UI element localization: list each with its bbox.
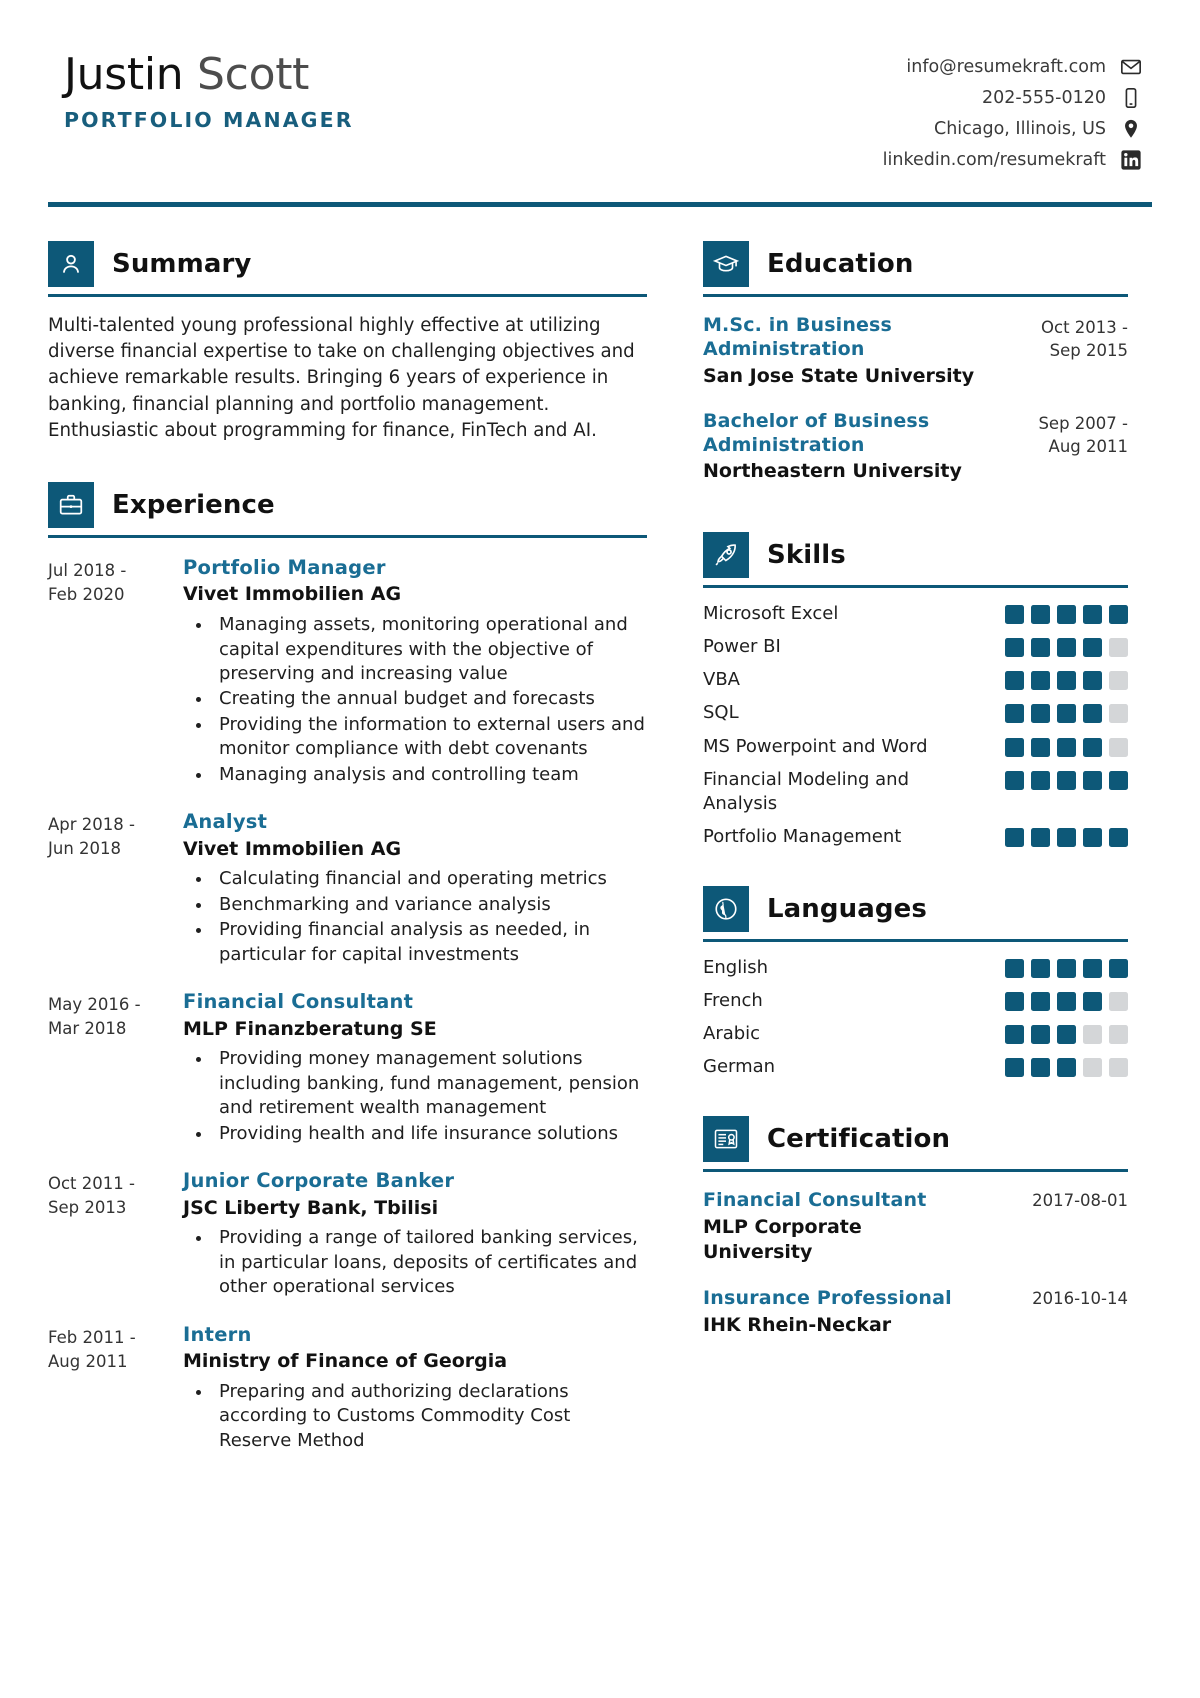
phone-text: 202-555-0120 (982, 88, 1106, 108)
section-education (703, 241, 1128, 484)
skills-header (703, 532, 1128, 578)
resume-body (48, 207, 1152, 1476)
skill-rating-box (1005, 738, 1024, 757)
languages-header (703, 886, 1128, 932)
experience-role: Junior Corporate Banker (183, 1169, 455, 1193)
last-name: Scott (197, 49, 310, 100)
experience-details (183, 810, 647, 968)
skill-rating-box (1109, 638, 1128, 657)
language-rating-box (1031, 1025, 1050, 1044)
section-summary (48, 241, 647, 444)
contact-row-phone[interactable] (883, 87, 1142, 109)
left-column (48, 241, 673, 1476)
skill-label: Microsoft Excel (703, 603, 839, 625)
skill-rating (1005, 668, 1128, 690)
skill-label: Power BI (703, 636, 781, 658)
spacer (703, 504, 1128, 532)
experience-bullet: • Providing the information to external users and monitor compliance with debt covenants (213, 713, 647, 762)
skill-row (703, 701, 1128, 725)
skill-rating-box (1109, 828, 1128, 847)
skill-rating-box (1005, 671, 1024, 690)
certification-title: Certification (767, 1124, 951, 1155)
education-dates: Oct 2013 - Sep 2015 (1041, 318, 1128, 361)
experience-details (183, 1169, 647, 1300)
skill-rating-box (1083, 738, 1102, 757)
education-dates: Sep 2007 - Aug 2011 (1038, 413, 1128, 456)
skill-rating-box (1057, 671, 1076, 690)
identity-block (64, 46, 354, 132)
skill-row (703, 635, 1128, 659)
experience-dates: Apr 2018 - Jun 2018 (48, 815, 135, 859)
skill-row (703, 668, 1128, 692)
experience-bullet: • Managing assets, monitoring operational and capital expenditures with the objective of preserving and increasing value (213, 613, 647, 686)
skill-rating-box (1057, 738, 1076, 757)
certification-divider (703, 1169, 1128, 1172)
education-degree: M.Sc. in Business Administration (703, 314, 892, 361)
language-rating (1005, 956, 1128, 978)
skill-rating (1005, 635, 1128, 657)
language-rating-box (1109, 959, 1128, 978)
education-list (703, 313, 1128, 484)
skills-divider (703, 585, 1128, 588)
skill-rating-box (1083, 704, 1102, 723)
experience-bullet: • Providing health and life insurance solutions (213, 1122, 647, 1146)
language-rating-box (1083, 1025, 1102, 1044)
skill-rating-box (1083, 671, 1102, 690)
experience-company: Vivet Immobilien AG (183, 583, 402, 606)
experience-item (48, 1169, 647, 1300)
language-label: German (703, 1056, 776, 1078)
experience-bullet: • Preparing and authorizing declarations according to Customs Commodity Cost Reserve Method (213, 1380, 647, 1453)
languages-list (703, 956, 1128, 1079)
experience-item (48, 990, 647, 1147)
skill-row (703, 768, 1128, 816)
briefcase-icon (48, 482, 94, 528)
experience-bullets (183, 613, 647, 787)
email-text: info@resumekraft.com (906, 57, 1106, 77)
experience-details (183, 1323, 647, 1454)
globe-icon (703, 886, 749, 932)
languages-title: Languages (767, 893, 927, 924)
certification-name: Financial Consultant (703, 1189, 927, 1212)
experience-bullets (183, 1047, 647, 1146)
summary-text: Multi-talented young professional highly effective at utilizing diverse financial expertise to take on challenging objectives and achieve remarkable results. Bringing 6 years of experience in banking, financial planning and portfolio management. Enthusiastic about programming for finance, FinTech and AI. (48, 315, 635, 441)
contact-row-location[interactable] (883, 118, 1142, 140)
spacer (703, 858, 1128, 886)
section-certification (703, 1116, 1128, 1337)
language-rating-box (1057, 959, 1076, 978)
skills-list (703, 602, 1128, 849)
certification-top-row (703, 1188, 1128, 1213)
linkedin-text: linkedin.com/resumekraft (882, 150, 1106, 170)
education-school: San Jose State University (703, 364, 975, 387)
experience-dates: Oct 2011 - Sep 2013 (48, 1174, 135, 1218)
education-title: Education (767, 249, 914, 279)
language-rating-box (1109, 992, 1128, 1011)
experience-item (48, 810, 647, 968)
spacer (703, 1088, 1128, 1116)
experience-company: JSC Liberty Bank, Tbilisi (183, 1196, 439, 1219)
person-icon (48, 241, 94, 287)
skill-rating-box (1031, 671, 1050, 690)
language-rating-box (1031, 959, 1050, 978)
right-column (673, 241, 1128, 1476)
experience-role: Analyst (183, 810, 268, 834)
language-rating-box (1005, 1058, 1024, 1077)
skill-rating-box (1005, 771, 1024, 790)
certification-top-row (703, 1286, 1128, 1311)
experience-item (48, 556, 647, 788)
skill-rating-box (1109, 671, 1128, 690)
experience-bullet: • Managing analysis and controlling team (213, 763, 647, 787)
skill-rating-box (1057, 771, 1076, 790)
experience-company: MLP Finanzberatung SE (183, 1017, 437, 1040)
language-rating-box (1083, 959, 1102, 978)
experience-bullet: • Providing a range of tailored banking services, in particular loans, deposits of certificates and other operational services (213, 1226, 647, 1299)
experience-dates: May 2016 - Mar 2018 (48, 995, 141, 1039)
skill-rating-box (1031, 738, 1050, 757)
contact-block (883, 46, 1142, 180)
certification-date: 2016-10-14 (1032, 1289, 1128, 1309)
job-title: PORTFOLIO MANAGER (64, 107, 354, 132)
skill-row (703, 735, 1128, 759)
education-degree: Bachelor of Business Administration (703, 409, 930, 456)
skill-rating-box (1083, 605, 1102, 624)
skill-rating-box (1031, 704, 1050, 723)
language-rating-box (1031, 992, 1050, 1011)
certification-list (703, 1188, 1128, 1337)
language-rating-box (1005, 992, 1024, 1011)
language-rating-box (1005, 1025, 1024, 1044)
experience-bullet: • Providing financial analysis as needed, in particular for capital investments (213, 918, 647, 967)
language-rating-box (1057, 992, 1076, 1011)
experience-dates: Feb 2011 - Aug 2011 (48, 1327, 136, 1371)
language-row (703, 1055, 1128, 1079)
experience-bullet: • Benchmarking and variance analysis (213, 893, 647, 917)
language-rating (1005, 1055, 1128, 1077)
experience-title: Experience (112, 490, 275, 521)
summary-title: Summary (112, 249, 252, 279)
certificate-icon (703, 1116, 749, 1162)
skill-rating (1005, 768, 1128, 790)
full-name (64, 49, 354, 100)
language-rating-box (1109, 1058, 1128, 1077)
skill-rating (1005, 602, 1128, 624)
skill-rating-box (1005, 828, 1024, 847)
skill-rating-box (1083, 828, 1102, 847)
education-top-row (703, 409, 1128, 459)
location-text: Chicago, Illinois, US (933, 119, 1106, 139)
skill-rating-box (1109, 605, 1128, 624)
language-label: French (703, 990, 763, 1012)
mobile-phone-icon (1120, 87, 1142, 109)
skill-rating-box (1109, 738, 1128, 757)
skill-rating-box (1083, 638, 1102, 657)
experience-bullet: • Calculating financial and operating metrics (213, 867, 647, 891)
language-label: Arabic (703, 1023, 761, 1045)
education-item (703, 313, 1128, 389)
language-rating (1005, 989, 1128, 1011)
language-rating-box (1083, 992, 1102, 1011)
experience-bullet: • Creating the annual budget and forecasts (213, 687, 647, 711)
education-school: Northeastern University (703, 460, 962, 483)
education-header (703, 241, 1128, 287)
skill-rating (1005, 735, 1128, 757)
experience-company: Vivet Immobilien AG (183, 837, 402, 860)
spacer (48, 448, 647, 482)
language-row (703, 956, 1128, 980)
skill-rating (1005, 825, 1128, 847)
skill-rating-box (1031, 605, 1050, 624)
experience-company: Ministry of Finance of Georgia (183, 1350, 508, 1373)
certification-name: Insurance Professional (703, 1287, 952, 1310)
language-rating-box (1109, 1025, 1128, 1044)
experience-role: Financial Consultant (183, 990, 414, 1014)
experience-role: Intern (183, 1322, 252, 1346)
section-languages (703, 886, 1128, 1079)
certification-org: MLP Corporate University (703, 1216, 862, 1263)
linkedin-icon (1120, 149, 1142, 171)
language-rating-box (1083, 1058, 1102, 1077)
skill-rating-box (1057, 704, 1076, 723)
skill-rating-box (1031, 828, 1050, 847)
experience-details (183, 556, 647, 788)
language-rating-box (1005, 959, 1024, 978)
skill-rating-box (1005, 704, 1024, 723)
summary-divider (48, 294, 647, 297)
languages-divider (703, 939, 1128, 942)
skill-rating-box (1031, 771, 1050, 790)
education-item (703, 409, 1128, 485)
skill-rating-box (1005, 605, 1024, 624)
first-name: Justin (64, 49, 184, 100)
section-skills (703, 532, 1128, 849)
graduation-cap-icon (703, 241, 749, 287)
section-experience (48, 482, 647, 1454)
skill-label: SQL (703, 702, 739, 724)
experience-bullet: • Providing money management solutions including banking, fund management, pension and retirement wealth management (213, 1047, 647, 1120)
location-pin-icon (1120, 118, 1142, 140)
skills-title: Skills (767, 540, 846, 571)
summary-header (48, 241, 647, 287)
skill-rating-box (1005, 638, 1024, 657)
education-divider (703, 294, 1128, 297)
experience-role: Portfolio Manager (183, 556, 386, 580)
language-rating-box (1057, 1058, 1076, 1077)
resume-header (48, 38, 1152, 180)
skill-rating-box (1057, 638, 1076, 657)
skill-rating-box (1057, 605, 1076, 624)
language-row (703, 989, 1128, 1013)
contact-row-linkedin[interactable] (883, 149, 1142, 171)
language-row (703, 1022, 1128, 1046)
experience-bullets (183, 1380, 647, 1453)
certification-org: IHK Rhein-Neckar (703, 1314, 892, 1337)
certification-header (703, 1116, 1128, 1162)
skill-rating-box (1031, 638, 1050, 657)
experience-list (48, 556, 647, 1454)
skill-row (703, 602, 1128, 626)
experience-details (183, 990, 647, 1147)
skill-rating (1005, 701, 1128, 723)
envelope-icon (1120, 56, 1142, 78)
language-rating-box (1031, 1058, 1050, 1077)
language-rating (1005, 1022, 1128, 1044)
education-top-row (703, 313, 1128, 363)
experience-item (48, 1323, 647, 1454)
certification-item (703, 1188, 1128, 1264)
skill-row (703, 825, 1128, 849)
skill-rating-box (1109, 704, 1128, 723)
language-label: English (703, 956, 768, 978)
language-rating-box (1057, 1025, 1076, 1044)
experience-header (48, 482, 647, 528)
skill-label: VBA (703, 669, 740, 691)
certification-item (703, 1286, 1128, 1337)
skill-label: Financial Modeling and Analysis (703, 768, 910, 814)
experience-dates: Jul 2018 - Feb 2020 (48, 561, 127, 604)
contact-row-email[interactable] (883, 56, 1142, 78)
skill-rating-box (1109, 771, 1128, 790)
rocket-icon (703, 532, 749, 578)
certification-date: 2017-08-01 (1032, 1191, 1128, 1211)
skill-rating-box (1083, 771, 1102, 790)
skill-label: MS Powerpoint and Word (703, 735, 928, 757)
experience-bullets (183, 1226, 647, 1299)
skill-rating-box (1057, 828, 1076, 847)
skill-label: Portfolio Management (703, 825, 902, 847)
experience-bullets (183, 867, 647, 967)
experience-divider (48, 535, 647, 538)
